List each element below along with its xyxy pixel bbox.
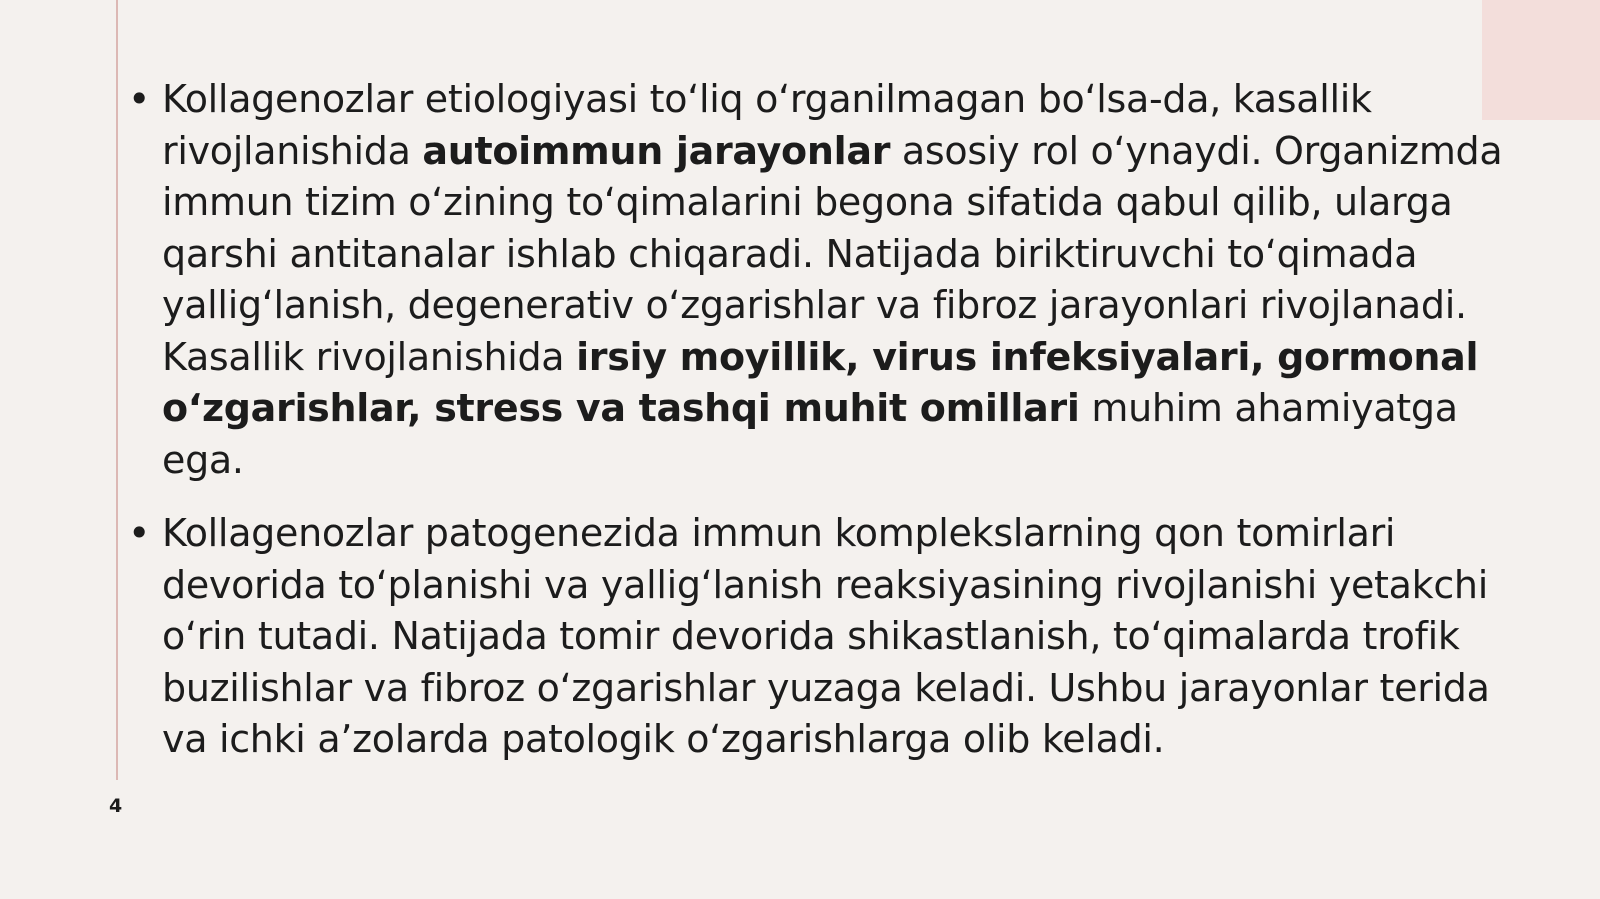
bullet-item bbox=[128, 508, 1528, 766]
bullet-text bbox=[162, 511, 1490, 761]
text-segment: Kollagenozlar etiologiyasi to‘liq o‘rganilmagan bo‘lsa-da, kasallik rivojlanishida bbox=[162, 77, 1372, 173]
bullet-dot-icon: • bbox=[128, 77, 151, 121]
text-segment: Kollagenozlar patogenezida immun komplekslarning qon tomirlari devorida to‘planishi va yallig‘lanish reaksiyasining rivojlanishi yetakchi o‘rin tutadi. Natijada tomir devorida shikastlanish, to‘qimalarda trofik buzilishlar va fibroz o‘zgarishlar yuzaga keladi. Ushbu jarayonlar terida va ichki a’zolarda patologik o‘zgarishlarga olib keladi. bbox=[162, 511, 1490, 761]
bold-text-segment: irsiy moyillik, virus infeksiyalari, gormonal o‘zgarishlar, stress va tashqi muhit omillari bbox=[162, 334, 1479, 430]
left-accent-rule bbox=[116, 0, 118, 780]
slide-number: 4 bbox=[109, 795, 123, 817]
text-segment: muhim ahamiyatga ega. bbox=[162, 386, 1458, 482]
bullet-dot-icon: • bbox=[128, 511, 151, 555]
bold-text-segment: autoimmun jarayonlar bbox=[422, 128, 891, 173]
slide-content bbox=[128, 74, 1528, 788]
bullet-text bbox=[162, 77, 1502, 482]
bullet-item bbox=[128, 74, 1528, 486]
text-segment: asosiy rol o‘ynaydi. Organizmda immun tizim o‘zining to‘qimalarini begona sifatida qabul qilib, ularga qarshi antitanalar ishlab chiqaradi. Natijada biriktiruvchi to‘qimada yallig‘lanish, degenerativ o‘zgarishlar va fibroz jarayonlari rivojlanadi. Kasallik rivojlanishida bbox=[162, 128, 1503, 379]
